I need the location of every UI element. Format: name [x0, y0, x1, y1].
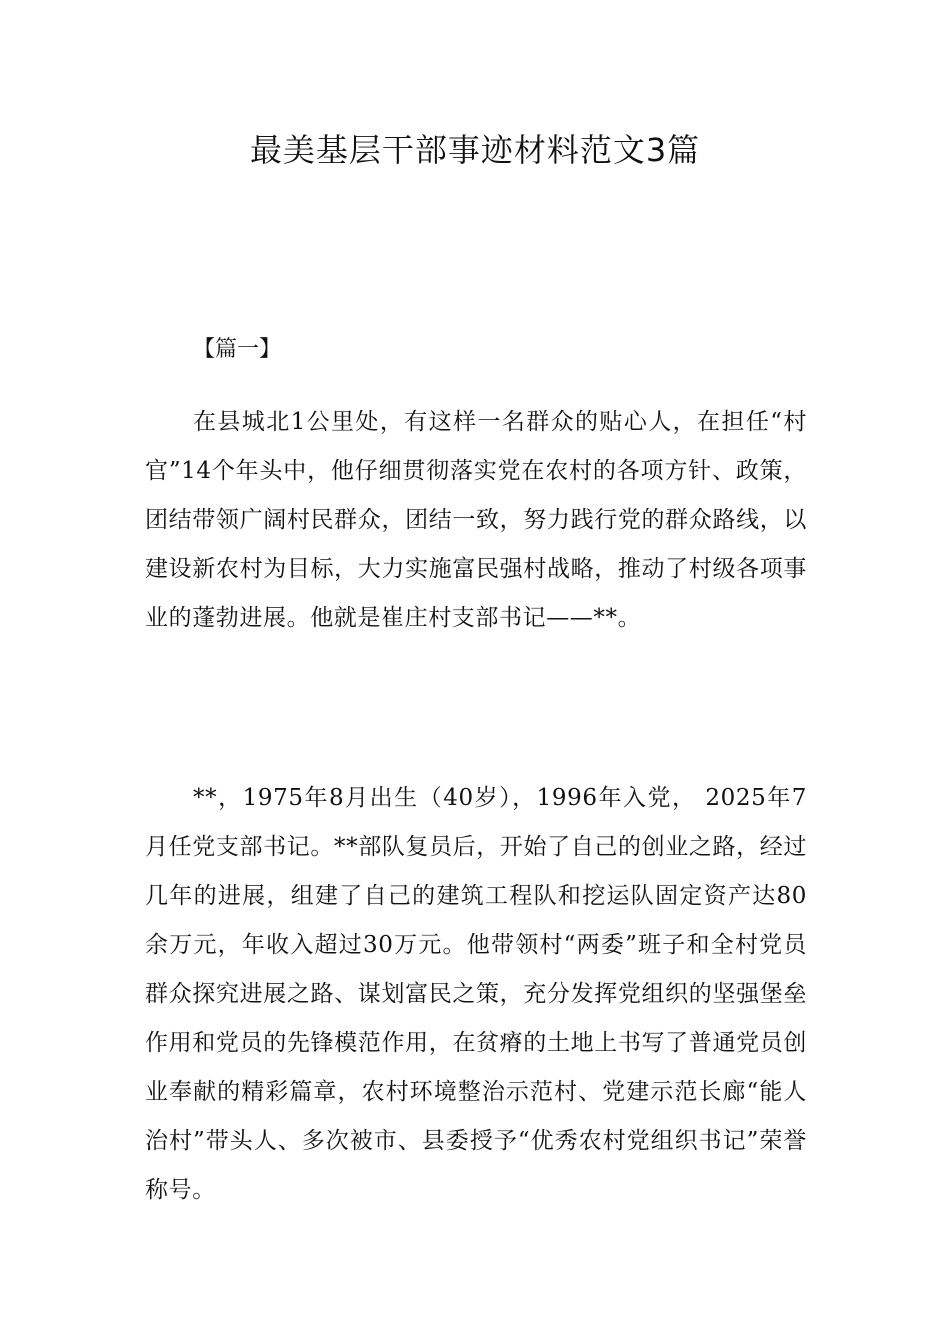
- document-title: 最美基层干部事迹材料范文3篇: [249, 131, 701, 169]
- paragraph-1: 在县城北1公里处，有这样一名群众的贴心人，在担任“村官”14个年头中，他仔细贯彻落实党在农村的各项方针、政策，团结带领广阔村民群众，团结一致，努力践行党的群众路线，以建设新农村为目标，大力实施富民强村战略，推动了村级各项事业的蓬勃进展。他就是崔庄村支部书记——**。: [145, 409, 807, 631]
- section-label: 【篇一】: [193, 337, 282, 362]
- paragraph-2: **，1975年8月出生（40岁），1996年入党， 2025年7月任党支部书记。**部队复员后，开始了自己的创业之路，经过几年的进展，组建了自己的建筑工程队和挖运队固定资产达80余万元，年收入超过30万元。他带领村“两委”班子和全村党员群众探究进展之路、谋划富民之策，充分发挥党组织的坚强堡垒作用和党员的先锋模范作用，在贫瘠的土地上书写了普通党员创业奉献的精彩篇章，农村环境整治示范村、党建示范长廊“能人治村”带头人、多次被市、县委授予“优秀农村党组织书记”荣誉称号。: [145, 785, 807, 1203]
